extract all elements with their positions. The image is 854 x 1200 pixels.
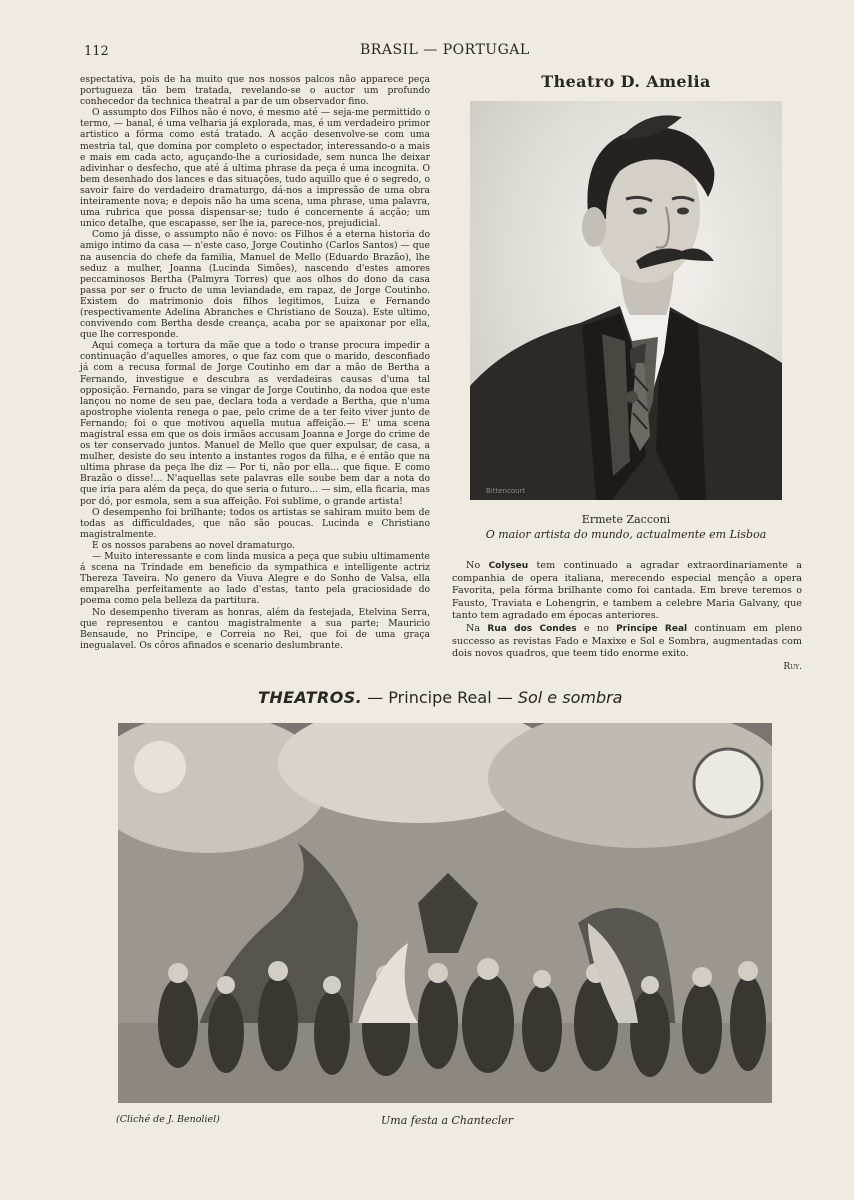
- theatre-name: Principe Real: [616, 623, 688, 634]
- note-text: Na: [466, 622, 488, 634]
- note-text: No: [466, 560, 489, 571]
- photographer-mark: Bittencourt: [486, 487, 526, 495]
- theatre-name: Colyseu: [488, 561, 529, 571]
- caption-subtitle: O maior artista do mundo, actualmente em Lisboa: [485, 528, 767, 541]
- theatre-notes: [452, 560, 802, 673]
- portrait-illustration: [470, 101, 782, 500]
- theatre-name: Rua dos Condes: [487, 623, 577, 634]
- note-text: tem continuado a agradar extraordinariamente a companhia de opera italiana, merecendo especial menção a opera Favorita, pela fórma brilhante como foi cantada. Em breve teremos o Fausto, Traviata e Lohengrin, e tambem a celebre Maria Galvany, que tanto tem agradado em épocas anteriores.: [452, 560, 802, 622]
- article-paragraph: O assumpto dos Filhos não é novo, é mesmo até — seja-me permittido o termo, — banal, é uma velharia já explorada, mas, é um verdadeiro primor artistico a fórma como está tratado. A acção desenvolve-se com uma mestria tal, que domina por completo o espectador, interessando-o a mais e mais em cada acto, aguçando-lhe a curiosidade, sem nunca lhe deixar adivinhar o desfecho, que até á ultima phrase da peça é uma incognita. O bem desenhado dos lances e das situações, tudo aquillo que é o segredo, o savoir faire do verdadeiro dramaturgo, dá-nos a impressão de uma obra inteiramente nova; e depois não ha uma scena, uma phrase, uma palavra, uma rubrica que possa dispensar-se; tudo é concernente á acção; um unico detalhe, que escapasse, ser lhe ia, parece-nos, prejudicial.: [80, 107, 430, 230]
- feature-title: Theatro D. Amelia: [541, 72, 711, 91]
- section-label: THEATROS.: [258, 688, 363, 707]
- note-text: continuam em pleno successo as revistas Fado e Maxixe e Sol e Sombra, augmentadas com dois novos quadros, que teem tido enorme exito.: [452, 622, 802, 660]
- note-paragraph: [452, 623, 802, 661]
- running-head: BRASIL — PORTUGAL: [360, 42, 530, 58]
- article-paragraph: Como já disse, o assumpto não é novo: os Filhos é a eterna historia do amigo intimo da casa — n'este caso, Jorge Coutinho (Carlos Santos) — que na ausencia do chefe da familia, Manuel de Mello (Eduardo Brazão), lhe seduz a mulher, Joanna (Lucinda Simões), nascendo d'estes amores peccaminosos Bertha (Palmyra Torres) que aos olhos do dono da casa passa por ser o fructo de uma leviandade, em rapaz, de Jorge Coutinho. Existem do matrimonio dois filhos legitimos, Luiza e Fernando (respectivamente Adelina Abranches e Christiano de Souza). Este ultimo, convivendo com Bertha desde creança, acaba por se apaixonar por ella, que lhe corresponde.: [80, 229, 430, 341]
- photo-caption: Uma festa a Chantecler: [381, 1114, 514, 1127]
- portrait-caption: [470, 512, 782, 542]
- page-number: 112: [84, 44, 109, 59]
- section-heading: [258, 688, 622, 707]
- article-paragraph: — Muito interessante e com linda musica a peça que subiu ultimamente á scena na Trindade em beneficio da sympathica e intelligente actriz Thereza Taveira. No genero da Viuva Alegre e do Sonho de Valsa, ella emparelha perfeitamente ao lado d'estas, tanto pela graciosidade do poema como pela belleza da partitura.: [80, 551, 430, 607]
- heading-dash: —: [362, 688, 389, 707]
- stage-photo: [118, 723, 772, 1103]
- article-paragraph: O desempenho foi brilhante; todos os artistas se sahiram muito bem de todas as difficuldades, que não são poucas. Lucinda e Christiano magistralmente.: [80, 506, 430, 540]
- article-paragraph: espectativa, pois de ha muito que nos nossos palcos não apparece peça portugueza tão bem tratada, revelando-se o auctor um profundo conhecedor da technica theatral a par de um observador fino.: [80, 74, 430, 108]
- signature: Ruy.: [783, 661, 802, 672]
- caption-name: Ermete Zacconi: [581, 513, 671, 526]
- note-paragraph: [452, 560, 802, 623]
- note-text: e no: [576, 622, 617, 634]
- heading-dash: —: [491, 688, 518, 707]
- photo-credit: (Cliché de J. Benoliel): [116, 1114, 220, 1125]
- play-title: Sol e sombra: [517, 688, 623, 707]
- portrait-photo: [470, 101, 782, 500]
- article-paragraph: Aqui começa a tortura da mãe que a todo o transe procura impedir a continuação d'aquelles amores, o que faz com que o marido, desconfiado já com a recusa formal de Jorge Coutinho em dar a mão de Bertha a Fernando, investigue e descubra as verdadeiras causas d'uma tal opposição. Fernando, para se vingar de Jorge Coutinho, da nodoa que este lançou no nome de seu pae, declara toda a verdade a Bertha, que n'uma apostrophe violenta renega o pae, pelo crime de a ter feito viver junto de Fernando; foi o que motivou aquella mutua affeição.— E' uma scena magistral essa em que os dois irmãos accusam Joanna e Jorge do crime de os ter conservado juntos. Manuel de Mello que quer expulsar, de casa, a mulher, desiste do seu intento a instantes rogos da filha, e é então que na ultima phrase da peça lhe diz — Por ti, não por ella... que fique. E como Brazão o disse!... N'aquellas sete palavras elle soube bem dar a nota do que iria para além da peça, do que seria o futuro... — sim, ella ficaria, mas por dó, por esmola, sem a sua affeição. Foi sublime, o grande artista!: [80, 340, 430, 507]
- theatre-label: Principe Real: [388, 688, 492, 707]
- article-paragraph: No desempenho tiveram as honras, além da festejada, Etelvina Serra, que representou e cantou magistralmente a sua parte; Mauricio Bensaude, no Principe, e Correia no Rei, que foi de uma graça inegualavel. Os côros afinados e scenario deslumbrante.: [80, 606, 430, 651]
- stage-illustration: [118, 723, 772, 1103]
- article-column: [80, 74, 430, 651]
- article-paragraph: E os nossos parabens ao novel dramaturgo.: [92, 539, 295, 551]
